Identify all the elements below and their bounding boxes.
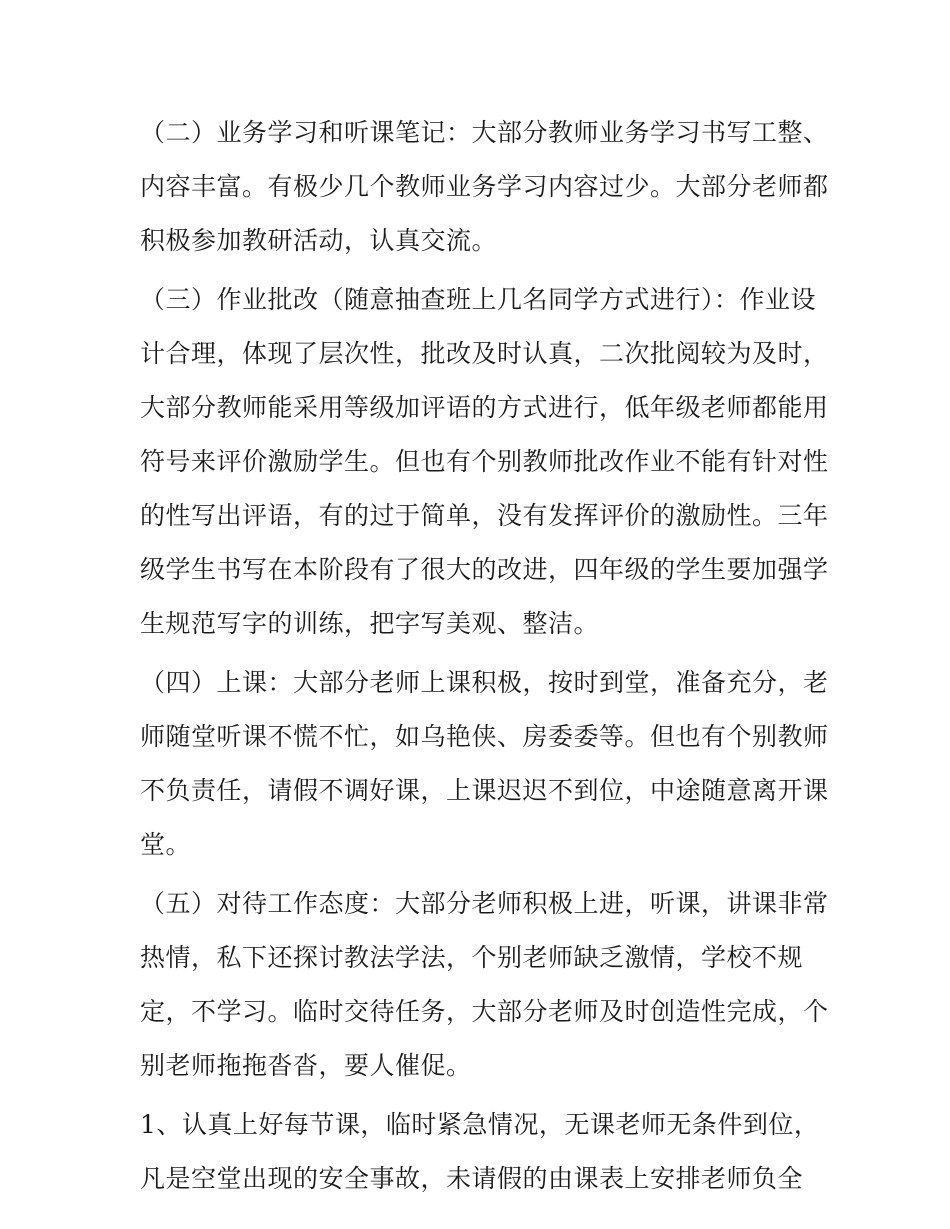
text-line: 别老师拖拖沓沓，要人催促。 xyxy=(140,1051,472,1080)
text-line: 计合理，体现了层次性，批改及时认真，二次批阅较为及时， xyxy=(140,339,829,368)
paragraph-item-1 xyxy=(140,1098,820,1206)
text-line: 符号来评价激励学生。但也有个别教师批改作业不能有针对性 xyxy=(140,447,829,476)
text-line: 生规范写字的训练，把字写美观、整洁。 xyxy=(140,609,600,638)
text-line: 师随堂听课不慌不忙，如乌艳侠、房委委等。但也有个别教师 xyxy=(140,722,829,751)
text-line: 不负责任，请假不调好课，上课迟迟不到位，中途随意离开课 xyxy=(140,776,829,805)
text-line: （四）上课：大部分老师上课积极，按时到堂，准备充分，老 xyxy=(140,668,829,697)
text-line: （二）业务学习和听课笔记：大部分教师业务学习书写工整、 xyxy=(140,118,829,147)
text-line: （五）对待工作态度：大部分老师积极上进，听课，讲课非常 xyxy=(140,889,829,918)
text-line: 大部分教师能采用等级加评语的方式进行，低年级老师都能用 xyxy=(140,393,829,422)
text-line: 凡是空堂出现的安全事故，未请假的由课表上安排老师负全 xyxy=(140,1164,804,1193)
text-line: 堂。 xyxy=(140,830,192,859)
text-line: 积极参加教研活动，认真交流。 xyxy=(140,226,498,255)
paragraph-work-attitude xyxy=(140,877,829,1093)
text-line: 内容丰富。有极少几个教师业务学习内容过少。大部分老师都 xyxy=(140,172,829,201)
paragraph-classes xyxy=(140,656,829,872)
text-line: 级学生书写在本阶段有了很大的改进，四年级的学生要加强学 xyxy=(140,555,829,584)
text-line: 1、认真上好每节课，临时紧急情况，无课老师无条件到位， xyxy=(140,1110,820,1139)
paragraph-homework-grading xyxy=(140,273,829,651)
text-line: 热情，私下还探讨教法学法，个别老师缺乏激情，学校不规 xyxy=(140,943,804,972)
document-body xyxy=(140,106,829,1206)
text-line: 定，不学习。临时交待任务，大部分老师及时创造性完成，个 xyxy=(140,997,829,1026)
paragraph-study-notes xyxy=(140,106,829,268)
text-line: （三）作业批改（随意抽查班上几名同学方式进行）：作业设 xyxy=(140,285,817,314)
text-line: 的性写出评语，有的过于简单，没有发挥评价的激励性。三年 xyxy=(140,501,829,530)
